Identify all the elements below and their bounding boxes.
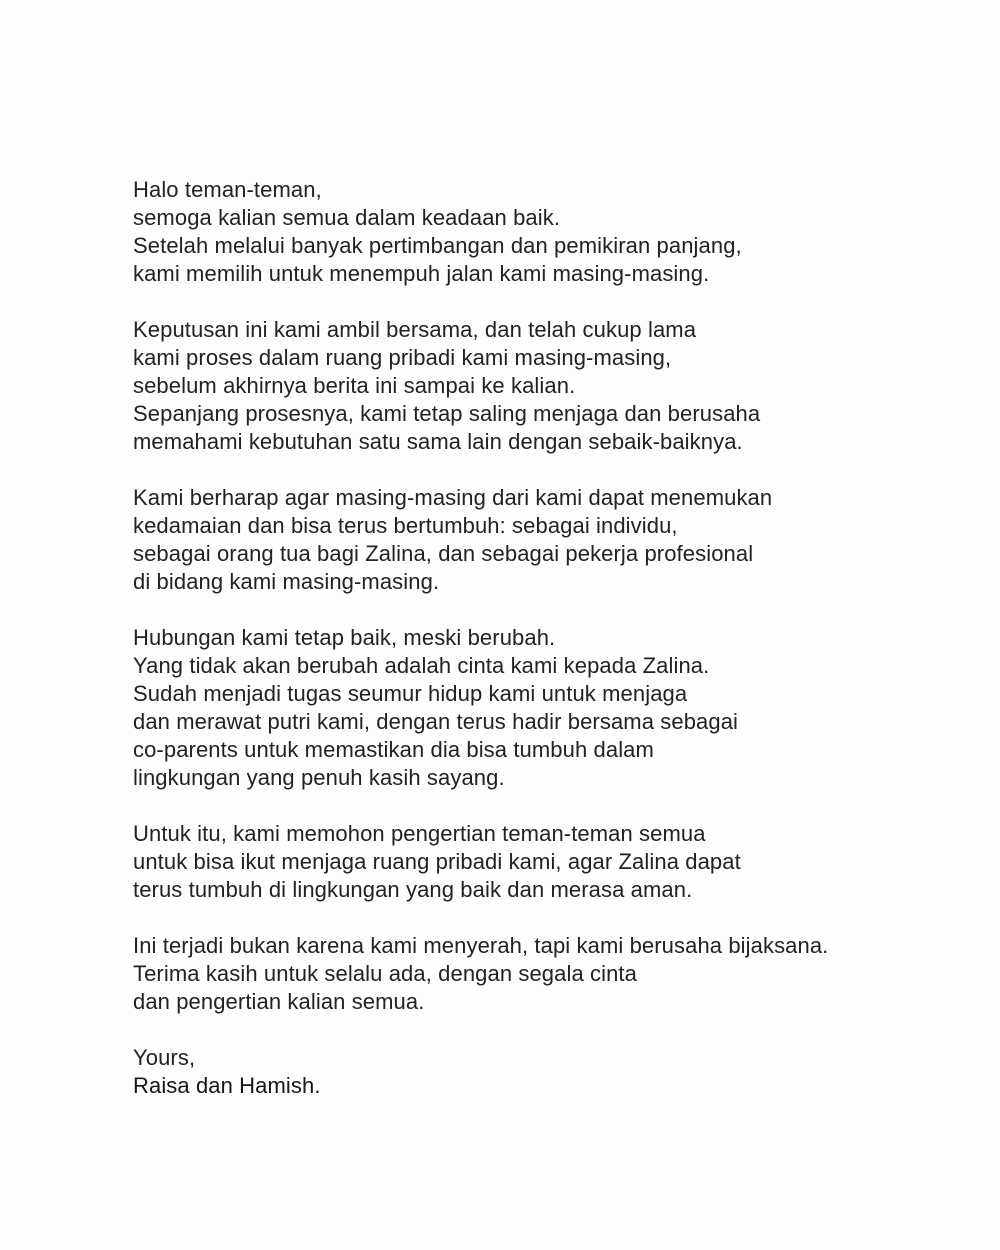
letter-line: Untuk itu, kami memohon pengertian teman-teman semua [133,821,706,846]
letter-line: memahami kebutuhan satu sama lain dengan sebaik-baiknya. [133,429,743,454]
letter-line: semoga kalian semua dalam keadaan baik. [133,205,561,230]
letter-line: untuk bisa ikut menjaga ruang pribadi kami, agar Zalina dapat [133,849,741,874]
paragraph-thanks [133,932,923,1016]
signature-name: Raisa dan Hamish. [133,1073,321,1098]
letter-line: dan pengertian kalian semua. [133,989,425,1014]
paragraph-greeting [133,176,923,288]
letter-line: terus tumbuh di lingkungan yang baik dan merasa aman. [133,877,693,902]
letter-line: Setelah melalui banyak pertimbangan dan pemikiran panjang, [133,233,742,258]
letter-line: Ini terjadi bukan karena kami menyerah, tapi kami berusaha bijaksana. [133,933,829,958]
letter-body [133,176,923,1100]
letter-line: Keputusan ini kami ambil bersama, dan telah cukup lama [133,317,697,342]
letter-line: Hubungan kami tetap baik, meski berubah. [133,625,556,650]
letter-line: dan merawat putri kami, dengan terus hadir bersama sebagai [133,709,739,734]
letter-line: lingkungan yang penuh kasih sayang. [133,765,505,790]
letter-line: sebelum akhirnya berita ini sampai ke kalian. [133,373,576,398]
letter-line: kami memilih untuk menempuh jalan kami masing-masing. [133,261,710,286]
paragraph-decision [133,316,923,456]
paragraph-relationship [133,624,923,792]
letter-line: Halo teman-teman, [133,177,322,202]
letter-line: Yang tidak akan berubah adalah cinta kami kepada Zalina. [133,653,710,678]
paragraph-request [133,820,923,904]
letter-line: Kami berharap agar masing-masing dari kami dapat menemukan [133,485,773,510]
paragraph-hope [133,484,923,596]
letter-line: Sepanjang prosesnya, kami tetap saling menjaga dan berusaha [133,401,761,426]
signature-block [133,1044,923,1100]
signature-closing: Yours, [133,1045,196,1070]
letter-line: co-parents untuk memastikan dia bisa tumbuh dalam [133,737,654,762]
letter-line: Terima kasih untuk selalu ada, dengan segala cinta [133,961,637,986]
letter-line: sebagai orang tua bagi Zalina, dan sebagai pekerja profesional [133,541,754,566]
letter-line: kami proses dalam ruang pribadi kami masing-masing, [133,345,672,370]
letter-line: Sudah menjadi tugas seumur hidup kami untuk menjaga [133,681,688,706]
letter-line: di bidang kami masing-masing. [133,569,440,594]
letter-line: kedamaian dan bisa terus bertumbuh: sebagai individu, [133,513,678,538]
